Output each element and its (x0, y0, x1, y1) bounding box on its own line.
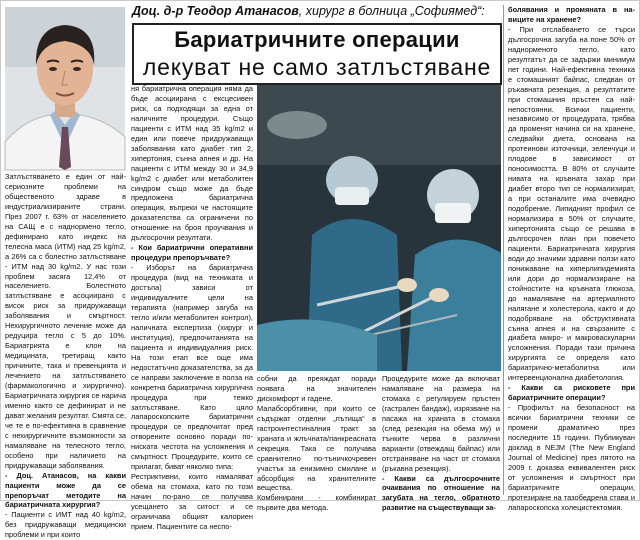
paragraph: - Профилът на безопасност на всички бариатрични техники се промени драматично през последните 15 години. Публикуван доклад в NEJM (The New England Journal of Medicine) през лятото на 2009 г. доказва еквивалентен риск от усложнения и смъртност при бариатричните операции, протезиране на тазобедрена става и лапароскопска холецистектомия. (508, 403, 635, 512)
article-byline (132, 4, 485, 22)
paragraph: Комбинирани - комбинират първите два метода. (257, 493, 376, 513)
column-divider (503, 5, 504, 495)
paragraph: - Пациенти с ИМТ над 40 kg/m2, без придружаващи медицински проблеми и при които (5, 510, 126, 540)
paragraph: Процедурите може да включват намаляване на размера на стомаха с регулируем пръстен (гастрален бандаж), изрязване на пасажа на храната в стомаха (след резекция на обема му) и тънките черва в различни варианти (отвеждащ байпас) или отстраняване на част от стомаха (ръкавна резекция). (382, 374, 500, 473)
headline-line-2: лекуват не само затлъстяване (142, 54, 492, 80)
headline-box (132, 23, 502, 85)
question: - Кои бариатрични оперативни процедури препоръчвате? (131, 243, 253, 263)
byline-author: Доц. д-р Теодор Атанасов (132, 4, 299, 18)
question: - Доц. Атанасов, на какви пациенти може да се препоръчат методите на бариатричната хирургия? (5, 470, 126, 510)
paragraph: - Изборът на бариатрична процедура (вид на техниката и достъпа) зависи от индивидуалните цели на терапията (например загуба на тегло и/или метаболитен контрол), наличната експертиза (хирург и институция), предпочитанията на пациента и индивидуалния риск. На този етап все още има недостатъчно доказателства, за да се направи заключение в полза на конкретна бариатрична хирургична процедура при тежко затлъстяване. Като цяло лапароскопските бариатрични процедури се предпочитат пред отворените основно поради по-ниската честота на усложнения и смъртност. Процедурите, които се прилагат, биват няколко типа: (131, 263, 253, 472)
text-column-2 (131, 84, 253, 531)
paragraph: Затлъстяването е един от най-сериозните проблеми на общественото здраве в индустриализираните страни. През 2007 г. 63% от населението на САЩ е с наднормено тегло, дефинирано като индекс на телесна маса (ИТМ) над 25 kg/m2, а 26% са с болестно затлъстяване - ИТМ над 30 kg/m2. У нас този проблем засяга 12,4% от населението. Болестното затлъстяване е асоциирано с висок риск за придружаващи заболявания и смъртност. Нехирургичното лечение може да редуцира тегло с 5 до 10%. Бариатрията е клон на медицината, третиращ както причините, така и превенцията и лечението на затлъстяването (фармакологично и хирургично). Бариатричната хирургия се нарича именно както се дефинират и не дават желания резултат. Смята се, че те е по-ефективна в сравнение с нехирургичните възможности за намаляване на телесното тегло, особено при наличието на придружаващи заболявания. (5, 172, 126, 470)
text-column-3 (257, 374, 376, 513)
question: - Какви са рисковете при бариатричните операции? (508, 383, 635, 403)
question: - Какви са дългосрочните очаквания по отношение на загубата на тегло, обратното развитие на съществуващи за- (382, 473, 500, 513)
text-column-4 (382, 374, 500, 513)
paragraph: Рестриктивни, които намаляват обема на стомаха, като по този начин по-рано се получава усещането за ситост и се ограничава общият калориен прием. Пациентите са неспо- (131, 472, 253, 531)
paragraph: ня бариатрична операция няма да бъде асоциирана с ексцесивен риск, са подходящи за една от наличните процедури. Също пациенти с ИТМ над 35 kg/m2 и един или повече придружаващи заболявания като диабет тип 2, хипертония, сънна апнея и др. На пациенти с ИТМ между 30 и 34,9 kg/m2 с диабет или метаболитен синдром също може да бъде предложена бариатрична операция, въпреки че настоящите доказателства са ограничени по отношение на броя проучвания и дългосрочни резултати. (131, 84, 253, 243)
paragraph: Малабсорбтивни, при които се съдържат отделни „пътища“ в гастроинтестиналния тракт за храната и жлъчната/панкреасната секреция. Така се получава сравнително по-тъничкочревен участък за енизимно смилане и абсорбция на хранителните вещества. (257, 403, 376, 493)
text-column-1 (5, 172, 126, 540)
paragraph: - При отслабването се търси дългосрочна загуба на поне 50% от наднорменото тегло, като резултатът да се задържи минимум пет години. Най-ефективна техника е стомашният байпас, следван от ръкавната резекция, а резултатите при стомашния пръстен са най-непостоянни. Всички пациенти, независимо от процедурата, трябва да променят начина си на хранене, следвайки диета, основана на протеинови източници, зеленчуци и плодове в зависимост от поносимостта. В 80% от случаите нивата на кръвната захар при диабет второ тип се нормализират, а при останалите има очевидно подобрение. Липидният профил се нормализира в 50% от случаите, хипертонията също се решава в дългосрочен план при повечето пациенти. Бариатричната хирургия води до значими здравни ползи като понижаване на хиперлипидемията или дори до нормализиране на стойностите на кръвната глюкоза, до намаляване на артериалното налягане и холестерола, както и до подобряване на обструктивната сънна апнея и на свързаните с диабета микро- и макроваскуларни усложнения. Поради тази причина хирургията се определя като бариатрично-метаболитна или интервенционална диабетология. (508, 24, 635, 383)
text-column-5 (508, 5, 635, 512)
doctor-portrait-photo (5, 7, 125, 170)
surgery-team-photo (257, 85, 501, 371)
headline-line-1: Бариатричните операции (174, 27, 460, 52)
paragraph: собни да преяждат поради появата на значителен дискомфорт и гадене. (257, 374, 376, 403)
byline-rest: , хирург в болница „Софиямед“: (298, 4, 485, 18)
question: болявания и промяната в навицитe на хранене? (508, 5, 635, 24)
